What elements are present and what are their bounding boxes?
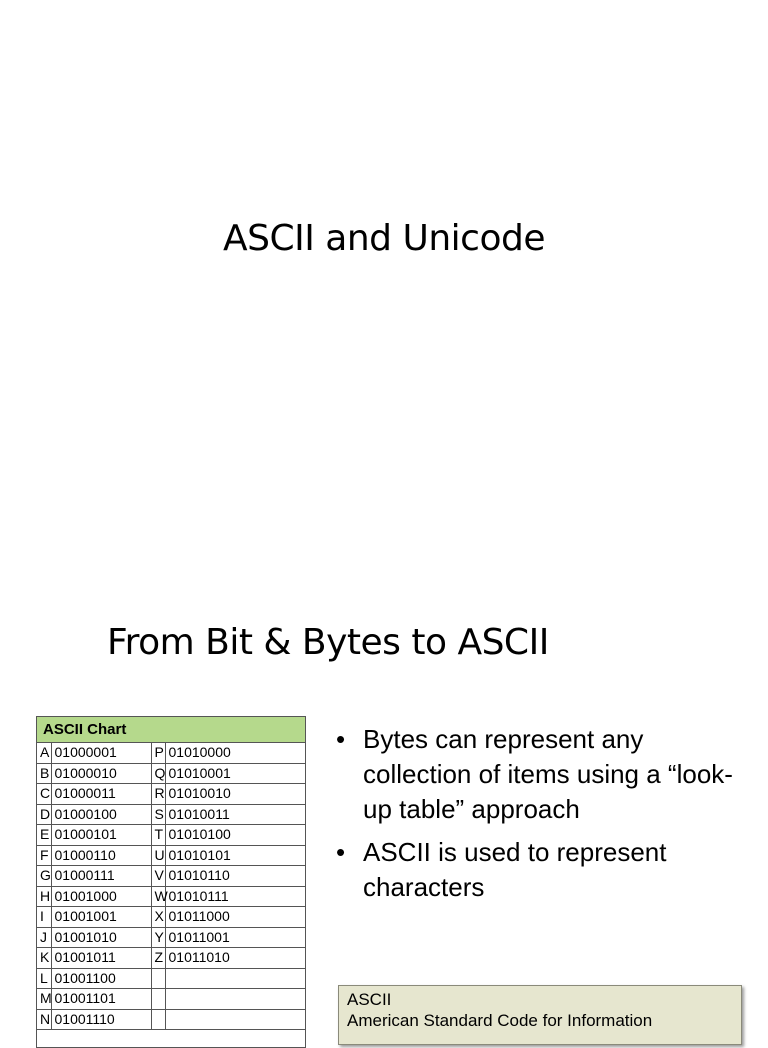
letter-cell: S (151, 804, 165, 825)
bullet-marker: • (336, 837, 346, 867)
code-cell: 01001011 (51, 948, 151, 969)
letter-cell: N (37, 1009, 51, 1030)
letter-cell: B (37, 763, 51, 784)
code-cell: 01001100 (51, 968, 151, 989)
code-cell: 01001101 (51, 989, 151, 1010)
letter-cell: W (151, 886, 165, 907)
code-cell: 01010101 (165, 845, 305, 866)
letter-cell: T (151, 825, 165, 846)
code-cell: 01010110 (165, 866, 305, 887)
code-cell (165, 968, 305, 989)
bullet-text: Bytes can represent any collection of items using a “look-up table” approach (363, 724, 733, 824)
table-row (37, 948, 305, 969)
letter-cell: P (151, 743, 165, 763)
letter-cell: M (37, 989, 51, 1010)
bullet-item (336, 835, 756, 905)
code-cell (165, 1009, 305, 1030)
letter-cell: Q (151, 763, 165, 784)
code-cell: 01000100 (51, 804, 151, 825)
code-cell: 01000010 (51, 763, 151, 784)
table-row (37, 804, 305, 825)
callout-definition: American Standard Code for Information (347, 1011, 653, 1030)
code-cell: 01000101 (51, 825, 151, 846)
letter-cell: D (37, 804, 51, 825)
table-row (37, 763, 305, 784)
code-cell: 01011000 (165, 907, 305, 928)
letter-cell: G (37, 866, 51, 887)
table-row (37, 989, 305, 1010)
code-cell: 01000110 (51, 845, 151, 866)
code-cell: 01010111 (165, 886, 305, 907)
table-row (37, 886, 305, 907)
letter-cell: X (151, 907, 165, 928)
bullet-list (336, 722, 756, 913)
letter-cell (151, 968, 165, 989)
ascii-chart-table (37, 743, 305, 1030)
letter-cell: F (37, 845, 51, 866)
callout-term: ASCII (347, 990, 392, 1009)
letter-cell: E (37, 825, 51, 846)
table-row (37, 866, 305, 887)
letter-cell: J (37, 927, 51, 948)
letter-cell: U (151, 845, 165, 866)
code-cell: 01000111 (51, 866, 151, 887)
code-cell: 01011010 (165, 948, 305, 969)
ascii-chart (36, 716, 306, 1048)
letter-cell: I (37, 907, 51, 928)
letter-cell: C (37, 784, 51, 805)
bullet-text: ASCII is used to represent characters (363, 837, 667, 902)
code-cell: 01010100 (165, 825, 305, 846)
letter-cell (151, 989, 165, 1010)
letter-cell: V (151, 866, 165, 887)
letter-cell (151, 1009, 165, 1030)
bullet-marker: • (336, 724, 346, 754)
letter-cell: R (151, 784, 165, 805)
letter-cell: A (37, 743, 51, 763)
letter-cell: H (37, 886, 51, 907)
definition-callout (338, 985, 742, 1045)
letter-cell: Z (151, 948, 165, 969)
table-row (37, 1009, 305, 1030)
table-row (37, 927, 305, 948)
slide-heading: From Bit & Bytes to ASCII (107, 622, 549, 663)
slide-title: ASCII and Unicode (223, 218, 545, 259)
table-row (37, 845, 305, 866)
code-cell: 01010000 (165, 743, 305, 763)
code-cell: 01011001 (165, 927, 305, 948)
code-cell: 01000011 (51, 784, 151, 805)
code-cell: 01001000 (51, 886, 151, 907)
code-cell: 01010011 (165, 804, 305, 825)
bullet-item (336, 722, 756, 827)
table-row (37, 743, 305, 763)
code-cell: 01010010 (165, 784, 305, 805)
table-row (37, 907, 305, 928)
ascii-chart-header: ASCII Chart (37, 717, 305, 743)
code-cell: 01001010 (51, 927, 151, 948)
table-row (37, 825, 305, 846)
table-row (37, 784, 305, 805)
code-cell: 01010001 (165, 763, 305, 784)
table-row (37, 968, 305, 989)
letter-cell: K (37, 948, 51, 969)
code-cell: 01000001 (51, 743, 151, 763)
letter-cell: Y (151, 927, 165, 948)
code-cell: 01001001 (51, 907, 151, 928)
letter-cell: L (37, 968, 51, 989)
code-cell: 01001110 (51, 1009, 151, 1030)
code-cell (165, 989, 305, 1010)
